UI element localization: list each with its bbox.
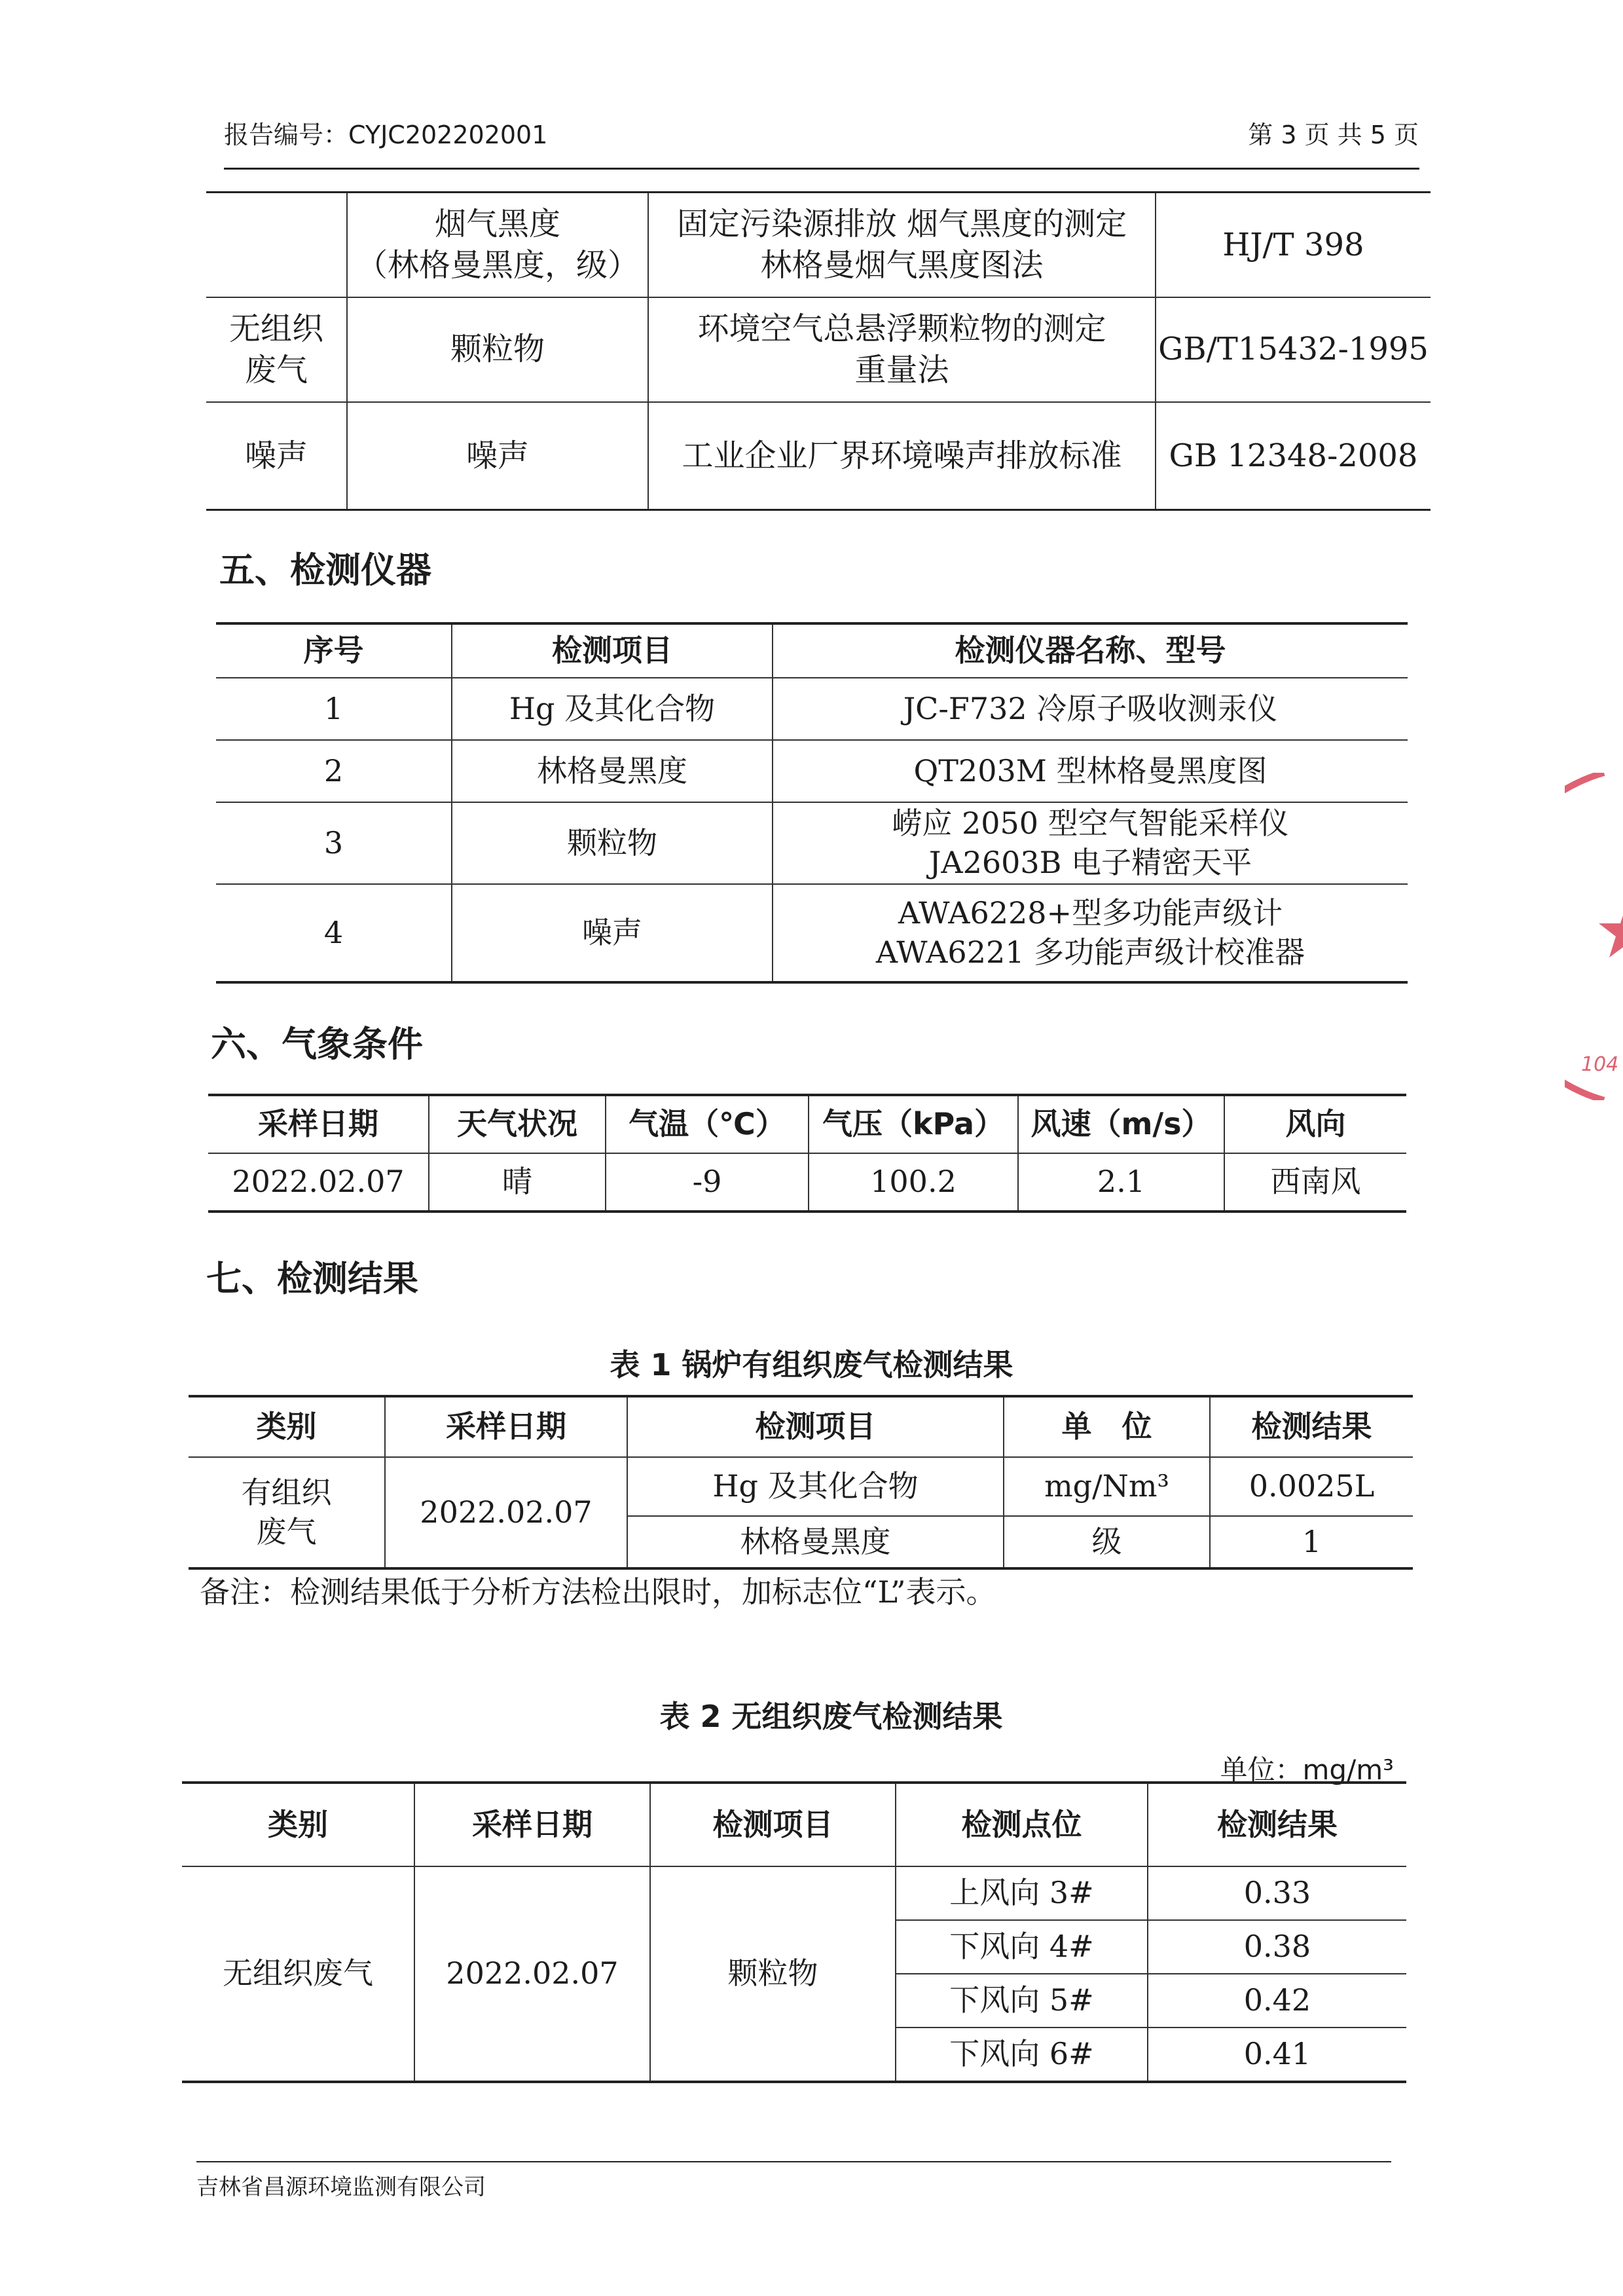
table1-caption (0, 1341, 1623, 1384)
seal-number: 104 (1581, 1053, 1619, 1076)
item-cell: Hg 及其化合物 (452, 678, 773, 740)
result-cell: 0.0025L (1210, 1457, 1413, 1516)
unit-cell: mg/Nm³ (1004, 1457, 1210, 1516)
item-cell: 林格曼黑度 (627, 1516, 1004, 1568)
standard-cell: HJ/T 398 (1156, 193, 1431, 297)
method-cell: 固定污染源排放 烟气黑度的测定 林格曼烟气黑度图法 (648, 193, 1156, 297)
pressure-cell: 100.2 (809, 1153, 1018, 1212)
table-row (208, 1153, 1406, 1212)
table2-caption-text: 表 2 无组织废气检测结果 (659, 1699, 1003, 1734)
result-cell: 0.33 (1148, 1866, 1406, 1920)
category-cell: 无组织 废气 (206, 297, 347, 402)
instrument-cell: QT203M 型林格曼黑度图 (773, 740, 1408, 802)
col-header: 类别 (189, 1396, 385, 1457)
instrument-cell: AWA6228+型多功能声级计 AWA6221 多功能声级计校准器 (773, 884, 1408, 982)
table-row (216, 678, 1408, 740)
table-row (206, 402, 1431, 510)
table1-note: 备注：检测结果低于分析方法检出限时，加标志位“L”表示。 (200, 1574, 996, 1610)
col-header: 检测点位 (896, 1783, 1148, 1866)
page-info: 第 3 页 共 5 页 (1248, 120, 1419, 149)
wind-speed-cell: 2.1 (1018, 1153, 1224, 1212)
table-header-row (208, 1095, 1406, 1153)
date-cell: 2022.02.07 (414, 1866, 650, 2082)
seal-ring (1565, 773, 1604, 1100)
col-header: 检测项目 (452, 623, 773, 678)
item-cell: 噪声 (452, 884, 773, 982)
results-table-1 (189, 1395, 1413, 1570)
item-cell: 烟气黑度 （林格曼黑度，级） (347, 193, 648, 297)
section-title-instruments: 五、检测仪器 (219, 549, 431, 591)
table2-caption (0, 1693, 1623, 1736)
table-row (189, 1457, 1413, 1516)
col-header: 风向 (1224, 1095, 1406, 1153)
col-header: 采样日期 (208, 1095, 429, 1153)
point-cell: 下风向 5# (896, 1974, 1148, 2028)
point-cell: 下风向 6# (896, 2028, 1148, 2082)
instruments-table (216, 622, 1408, 984)
col-header: 检测项目 (650, 1783, 896, 1866)
point-cell: 下风向 4# (896, 1920, 1148, 1974)
result-cell: 0.41 (1148, 2028, 1406, 2082)
instrument-cell: JC-F732 冷原子吸收测汞仪 (773, 678, 1408, 740)
table-row (216, 884, 1408, 982)
item-cell: 颗粒物 (452, 802, 773, 884)
temperature-cell: -9 (606, 1153, 809, 1212)
seal-stamp (1565, 773, 1623, 1100)
table-row (216, 802, 1408, 884)
date-cell: 2022.02.07 (208, 1153, 429, 1212)
col-header: 气压（kPa） (809, 1095, 1018, 1153)
item-cell: Hg 及其化合物 (627, 1457, 1004, 1516)
report-number: 报告编号：CYJC202202001 (224, 120, 548, 149)
result-cell: 0.38 (1148, 1920, 1406, 1974)
col-header: 检测结果 (1210, 1396, 1413, 1457)
col-header: 类别 (182, 1783, 414, 1866)
standard-cell: GB/T15432-1995 (1156, 297, 1431, 402)
method-cell: 环境空气总悬浮颗粒物的测定 重量法 (648, 297, 1156, 402)
footer-rule (196, 2161, 1391, 2162)
methods-table (206, 191, 1431, 511)
standard-cell: GB 12348-2008 (1156, 402, 1431, 510)
table-row (206, 297, 1431, 402)
col-header: 序号 (216, 623, 452, 678)
item-cell: 颗粒物 (347, 297, 648, 402)
point-cell: 上风向 3# (896, 1866, 1148, 1920)
weather-cell: 晴 (429, 1153, 606, 1212)
instrument-cell: 崂应 2050 型空气智能采样仪 JA2603B 电子精密天平 (773, 802, 1408, 884)
item-cell: 噪声 (347, 402, 648, 510)
col-header: 风速（m/s） (1018, 1095, 1224, 1153)
table1-caption-text: 表 1 锅炉有组织废气检测结果 (610, 1347, 1013, 1382)
no-cell: 4 (216, 884, 452, 982)
category-cell: 有组织 废气 (189, 1457, 385, 1568)
item-cell: 林格曼黑度 (452, 740, 773, 802)
table-header-row (189, 1396, 1413, 1457)
table-header-row (216, 623, 1408, 678)
method-cell: 工业企业厂界环境噪声排放标准 (648, 402, 1156, 510)
section-title-weather: 六、气象条件 (211, 1024, 423, 1065)
col-header: 采样日期 (414, 1783, 650, 1866)
seal-star-icon (1599, 904, 1623, 957)
results-table-2 (182, 1781, 1406, 2083)
table-row (216, 740, 1408, 802)
item-cell: 颗粒物 (650, 1866, 896, 2082)
table-row (206, 193, 1431, 297)
col-header: 单 位 (1004, 1396, 1210, 1457)
no-cell: 3 (216, 802, 452, 884)
table2-unit-label: 单位：mg/m³ (1220, 1754, 1394, 1786)
result-cell: 0.42 (1148, 1974, 1406, 2028)
no-cell: 1 (216, 678, 452, 740)
col-header: 检测仪器名称、型号 (773, 623, 1408, 678)
col-header: 检测项目 (627, 1396, 1004, 1457)
category-cell: 噪声 (206, 402, 347, 510)
table-header-row (182, 1783, 1406, 1866)
unit-cell: 级 (1004, 1516, 1210, 1568)
category-cell: 无组织废气 (182, 1866, 414, 2082)
result-cell: 1 (1210, 1516, 1413, 1568)
no-cell: 2 (216, 740, 452, 802)
col-header: 检测结果 (1148, 1783, 1406, 1866)
col-header: 采样日期 (385, 1396, 627, 1457)
weather-table (208, 1094, 1406, 1213)
category-cell (206, 193, 347, 297)
header-rule (224, 168, 1419, 170)
section-title-results: 七、检测结果 (206, 1258, 418, 1299)
col-header: 天气状况 (429, 1095, 606, 1153)
wind-direction-cell: 西南风 (1224, 1153, 1406, 1212)
date-cell: 2022.02.07 (385, 1457, 627, 1568)
col-header: 气温（℃） (606, 1095, 809, 1153)
table-row (182, 1866, 1406, 1920)
footer-company: 吉林省昌源环境监测有限公司 (196, 2174, 486, 2200)
